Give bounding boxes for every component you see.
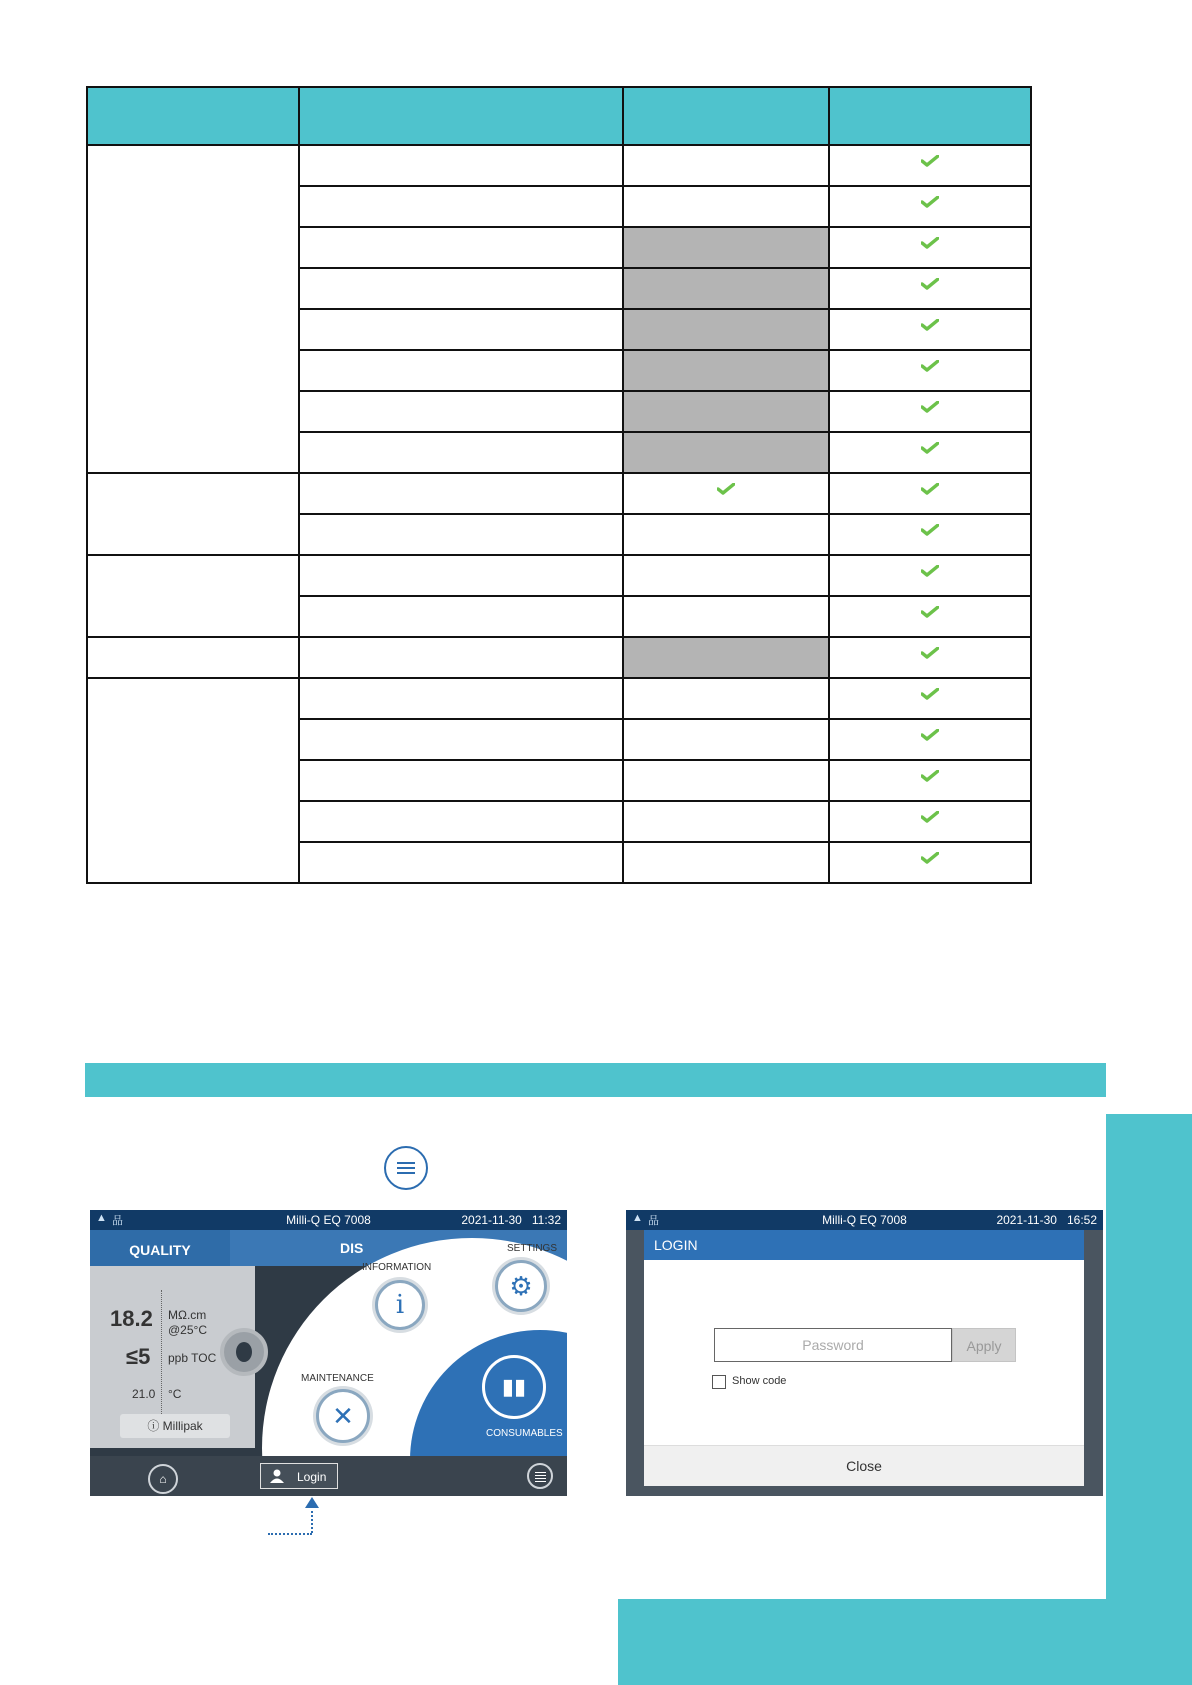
- access-cell: [623, 514, 829, 555]
- time-text: 11:32: [531, 1213, 561, 1227]
- access-cell: [829, 227, 1031, 268]
- consumables-button[interactable]: [482, 1355, 546, 1419]
- settings-label: SETTINGS: [507, 1243, 558, 1254]
- checkmark-icon: [921, 237, 939, 249]
- checkmark-icon: [921, 647, 939, 659]
- access-cell: [829, 309, 1031, 350]
- checkmark-icon: [921, 565, 939, 577]
- checkmark-icon: [921, 729, 939, 741]
- footer-color-block: [618, 1599, 1108, 1685]
- pointer-line: [311, 1506, 313, 1533]
- model-name: Milli-Q EQ 7008: [286, 1213, 371, 1227]
- access-cell: [623, 432, 829, 473]
- checkmark-icon: [921, 442, 939, 454]
- status-bar: [626, 1210, 1103, 1230]
- table-row: [87, 145, 1031, 186]
- date-text: 2021-11-30: [996, 1213, 1057, 1227]
- info-i-icon: i: [395, 1290, 405, 1320]
- access-cell: [623, 760, 829, 801]
- checkmark-icon: [921, 524, 939, 536]
- information-button[interactable]: [375, 1280, 425, 1330]
- apply-button[interactable]: Apply: [952, 1328, 1016, 1362]
- table-header-cell: [87, 87, 299, 145]
- access-cell: [623, 309, 829, 350]
- cartridge-icon: ▮▮: [501, 1374, 527, 1399]
- temperature-unit: °C: [168, 1387, 182, 1401]
- network-icon: 品: [112, 1215, 123, 1227]
- filter-name: Millipak: [162, 1419, 203, 1433]
- access-cell: [829, 678, 1031, 719]
- checkmark-icon: [921, 688, 939, 700]
- drop-icon: [236, 1342, 252, 1362]
- access-cell: [829, 801, 1031, 842]
- table-row: [87, 473, 1031, 514]
- table-row: [87, 637, 1031, 678]
- function-cell: [299, 186, 623, 227]
- function-cell: [299, 760, 623, 801]
- access-cell: [623, 473, 829, 514]
- resistivity-unit: MΩ.cm: [168, 1308, 207, 1322]
- access-cell: [829, 637, 1031, 678]
- function-cell: [299, 227, 623, 268]
- bottom-bar: [90, 1456, 567, 1496]
- access-cell: [829, 760, 1031, 801]
- access-cell: [623, 801, 829, 842]
- access-cell: [623, 186, 829, 227]
- table-header-cell: [299, 87, 623, 145]
- consumables-label: CONSUMABLES: [486, 1428, 563, 1439]
- access-cell: [623, 678, 829, 719]
- drop-alert-icon: ▲: [96, 1212, 107, 1224]
- function-cell: [299, 514, 623, 555]
- access-table: [86, 86, 1032, 884]
- model-name: Milli-Q EQ 7008: [822, 1213, 907, 1227]
- resistivity-value: 18.2: [110, 1306, 153, 1331]
- access-cell: [623, 842, 829, 883]
- access-cell: [829, 186, 1031, 227]
- table-row: [87, 555, 1031, 596]
- checkmark-icon: [921, 278, 939, 290]
- menu-icon: [384, 1146, 428, 1190]
- checkmark-icon: [921, 811, 939, 823]
- checkmark-icon: [921, 196, 939, 208]
- access-cell: [623, 227, 829, 268]
- checkmark-icon: [921, 360, 939, 372]
- home-button[interactable]: [148, 1464, 178, 1494]
- checkmark-icon: [921, 401, 939, 413]
- function-cell: [299, 432, 623, 473]
- drop-alert-icon: ▲: [632, 1212, 643, 1224]
- role-cell: [87, 555, 299, 637]
- function-cell: [299, 719, 623, 760]
- gears-icon: ⚙: [509, 1271, 533, 1301]
- show-code-label: Show code: [732, 1375, 787, 1387]
- time-text: 16:52: [1066, 1213, 1097, 1227]
- function-cell: [299, 268, 623, 309]
- dialog-title: LOGIN: [644, 1230, 1084, 1260]
- function-cell: [299, 678, 623, 719]
- login-label: Login: [297, 1470, 327, 1484]
- role-cell: [87, 473, 299, 555]
- function-cell: [299, 350, 623, 391]
- login-dialog: [644, 1230, 1084, 1486]
- toc-value: ≤5: [126, 1344, 151, 1369]
- table-header-cell: [829, 87, 1031, 145]
- function-cell: [299, 842, 623, 883]
- function-cell: [299, 391, 623, 432]
- menu-button[interactable]: [527, 1463, 553, 1489]
- table-row: [87, 678, 1031, 719]
- datetime: [461, 1213, 561, 1227]
- access-cell: [829, 842, 1031, 883]
- info-icon: ⓘ: [147, 1419, 160, 1433]
- home-icon: ⌂: [159, 1472, 167, 1486]
- access-cell: [829, 432, 1031, 473]
- network-icon: 品: [648, 1215, 659, 1227]
- password-input[interactable]: Password: [714, 1328, 952, 1362]
- section-header-bar: [85, 1063, 1106, 1097]
- pointer-line: [268, 1533, 312, 1535]
- close-button[interactable]: Close: [644, 1445, 1084, 1486]
- access-cell: [829, 514, 1031, 555]
- tools-icon: ✕: [332, 1401, 354, 1431]
- access-cell: [623, 637, 829, 678]
- user-icon: [269, 1469, 285, 1483]
- maintenance-button[interactable]: [316, 1389, 370, 1443]
- quality-tab[interactable]: QUALITY: [90, 1230, 230, 1266]
- dispense-tab[interactable]: DIS: [340, 1240, 364, 1256]
- checkmark-icon: [921, 155, 939, 167]
- access-cell: [829, 145, 1031, 186]
- status-bar: [90, 1210, 567, 1230]
- filter-badge[interactable]: [120, 1414, 230, 1438]
- access-cell: [829, 350, 1031, 391]
- temperature-value: 21.0: [132, 1387, 156, 1401]
- access-cell: [829, 596, 1031, 637]
- function-cell: [299, 309, 623, 350]
- show-code-checkbox[interactable]: [712, 1375, 726, 1389]
- table-header-cell: [623, 87, 829, 145]
- information-label: INFORMATION: [362, 1262, 432, 1273]
- checkmark-icon: [921, 319, 939, 331]
- access-cell: [623, 391, 829, 432]
- function-cell: [299, 596, 623, 637]
- access-cell: [829, 391, 1031, 432]
- access-cell: [623, 350, 829, 391]
- recirculation-button[interactable]: [220, 1328, 268, 1376]
- date-text: 2021-11-30: [461, 1213, 522, 1227]
- access-cell: [623, 268, 829, 309]
- main-screen-screenshot: [90, 1210, 567, 1496]
- access-cell: [623, 145, 829, 186]
- side-chapter-tab: [1106, 1114, 1192, 1685]
- role-cell: [87, 678, 299, 883]
- access-cell: [623, 555, 829, 596]
- function-cell: [299, 145, 623, 186]
- access-cell: [623, 719, 829, 760]
- role-cell: [87, 145, 299, 473]
- toc-unit: ppb TOC: [168, 1351, 217, 1365]
- checkmark-icon: [921, 770, 939, 782]
- function-cell: [299, 637, 623, 678]
- table-header-row: [87, 87, 1031, 145]
- checkmark-icon: [717, 483, 735, 495]
- datetime: [996, 1213, 1097, 1227]
- value-divider: [161, 1290, 162, 1414]
- settings-button[interactable]: [495, 1260, 547, 1312]
- access-cell: [623, 596, 829, 637]
- login-screen-screenshot: [626, 1210, 1103, 1496]
- checkmark-icon: [921, 483, 939, 495]
- function-cell: [299, 473, 623, 514]
- access-cell: [829, 719, 1031, 760]
- login-button[interactable]: [260, 1463, 338, 1489]
- maintenance-label: MAINTENANCE: [301, 1373, 374, 1384]
- access-cell: [829, 473, 1031, 514]
- role-cell: [87, 637, 299, 678]
- access-cell: [829, 555, 1031, 596]
- checkmark-icon: [921, 852, 939, 864]
- access-cell: [829, 268, 1031, 309]
- access-table-container: [86, 86, 1030, 884]
- checkmark-icon: [921, 606, 939, 618]
- function-cell: [299, 555, 623, 596]
- resistivity-reference: @25°C: [168, 1323, 207, 1337]
- function-cell: [299, 801, 623, 842]
